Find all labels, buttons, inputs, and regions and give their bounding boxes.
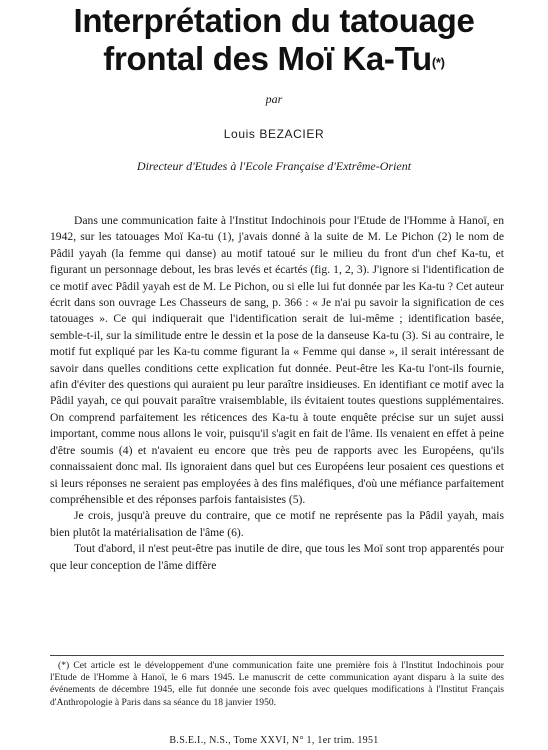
byline-par: par <box>265 92 283 106</box>
footnote-divider <box>50 655 504 656</box>
body-paragraph-1: Dans une communication faite à l'Institut Indochinois pour l'Etude de l'Homme à Hanoï, en 1942, sur les tatouages Moï Ka-tu (1), j'avais donné à la suite de M. Le Pichon (2) le nom de Pâdil yayah (la femme qui danse) au motif tatoué sur le milieu du front d'un chef Ka-tu, et figurant un personnage debout, les bras levés et écartés (fig. 1, 2, 3). J'ignore si l'identification de ce motif avec Pâdil yayah est de M. Le Pichon, ou si elle lui fut donnée par les Ka-tu ? Cet auteur écrit dans son ouvrage Les Chasseurs de sang, p. 366 : « Je n'ai pu savoir la signification de ces tatouages ». Ce qui indiquerait que l'identification serait de lui-même ; identification basée, semble-t-il, sur la similitude entre le dessin et la pose de la danseuse Ka-tu (3). Si au contraire, le motif fut expliqué par les Ka-tu comme figurant la « Femme qui danse », il serait intéressant de savoir dans quelles conditions cette explication fut donnée. Peut-être les Ka-tu l'ont-ils fournie, afin d'éviter des questions qui auraient pu leur paraître insidieuses. En identifiant ce motif avec la Pâdil yayah, ce qui pouvait paraître vraisemblable, ils évitaient toutes questions supplémentaires. On comprend parfaitement les réticences des Ka-tu à toute enquête précise sur un sujet aussi important, comme nous allons le voir, puisqu'il s'agit en fait de l'âme. Ils venaient en effet à peine d'être soumis (4) et n'avaient eu encore que très peu de rapports avec les Européens, qu'ils connaissaient donc mal. Ils ignoraient dans quel but ces Européens leur posaient ces questions et si leurs réponses ne seraient pas employées à des fins maléfiques, d'où une méfiance parfaitement compréhensible et des réponses parfois fantaisistes (5). <box>50 214 504 506</box>
footnote <box>50 660 504 709</box>
author-name: Louis BEZACIER <box>223 127 325 141</box>
publication-reference: B.S.E.I., N.S., Tome XXVI, N° 1, 1er trim. 1951 <box>169 735 379 746</box>
article-body <box>50 213 504 574</box>
body-paragraph-3: Tout d'abord, il n'est peut-être pas inutile de dire, que tous les Moï sont trop apparentés pour que leur conception de l'âme diffère <box>50 542 504 572</box>
title-line-2 <box>20 40 528 78</box>
body-paragraph-2: Je crois, jusqu'à preuve du contraire, que ce motif ne représente pas la Pâdil yayah, mais bien plutôt la matérialisation de l'âme (6). <box>50 509 504 539</box>
footnote-text: (*) Cet article est le développement d'une communication faite une première fois à l'Institut Indochinois pour l'Etude de l'Homme à Hanoï, le 6 mars 1945. Le manuscrit de cette communication ayant disparu à la suite des événements de décembre 1945, elle fut donnée une seconde fois avec quelques modifications à l'Institut Français d'Anthropologie à Paris dans sa séance du 18 janvier 1950. <box>50 660 504 708</box>
title-line-2-text: frontal des Moï Ka-Tu <box>103 40 432 77</box>
title-line-1: Interprétation du tatouage <box>73 2 475 39</box>
author-affiliation: Directeur d'Etudes à l'Ecole Française d'Extrême-Orient <box>136 159 412 173</box>
title-footnote-mark: (*) <box>431 55 445 70</box>
